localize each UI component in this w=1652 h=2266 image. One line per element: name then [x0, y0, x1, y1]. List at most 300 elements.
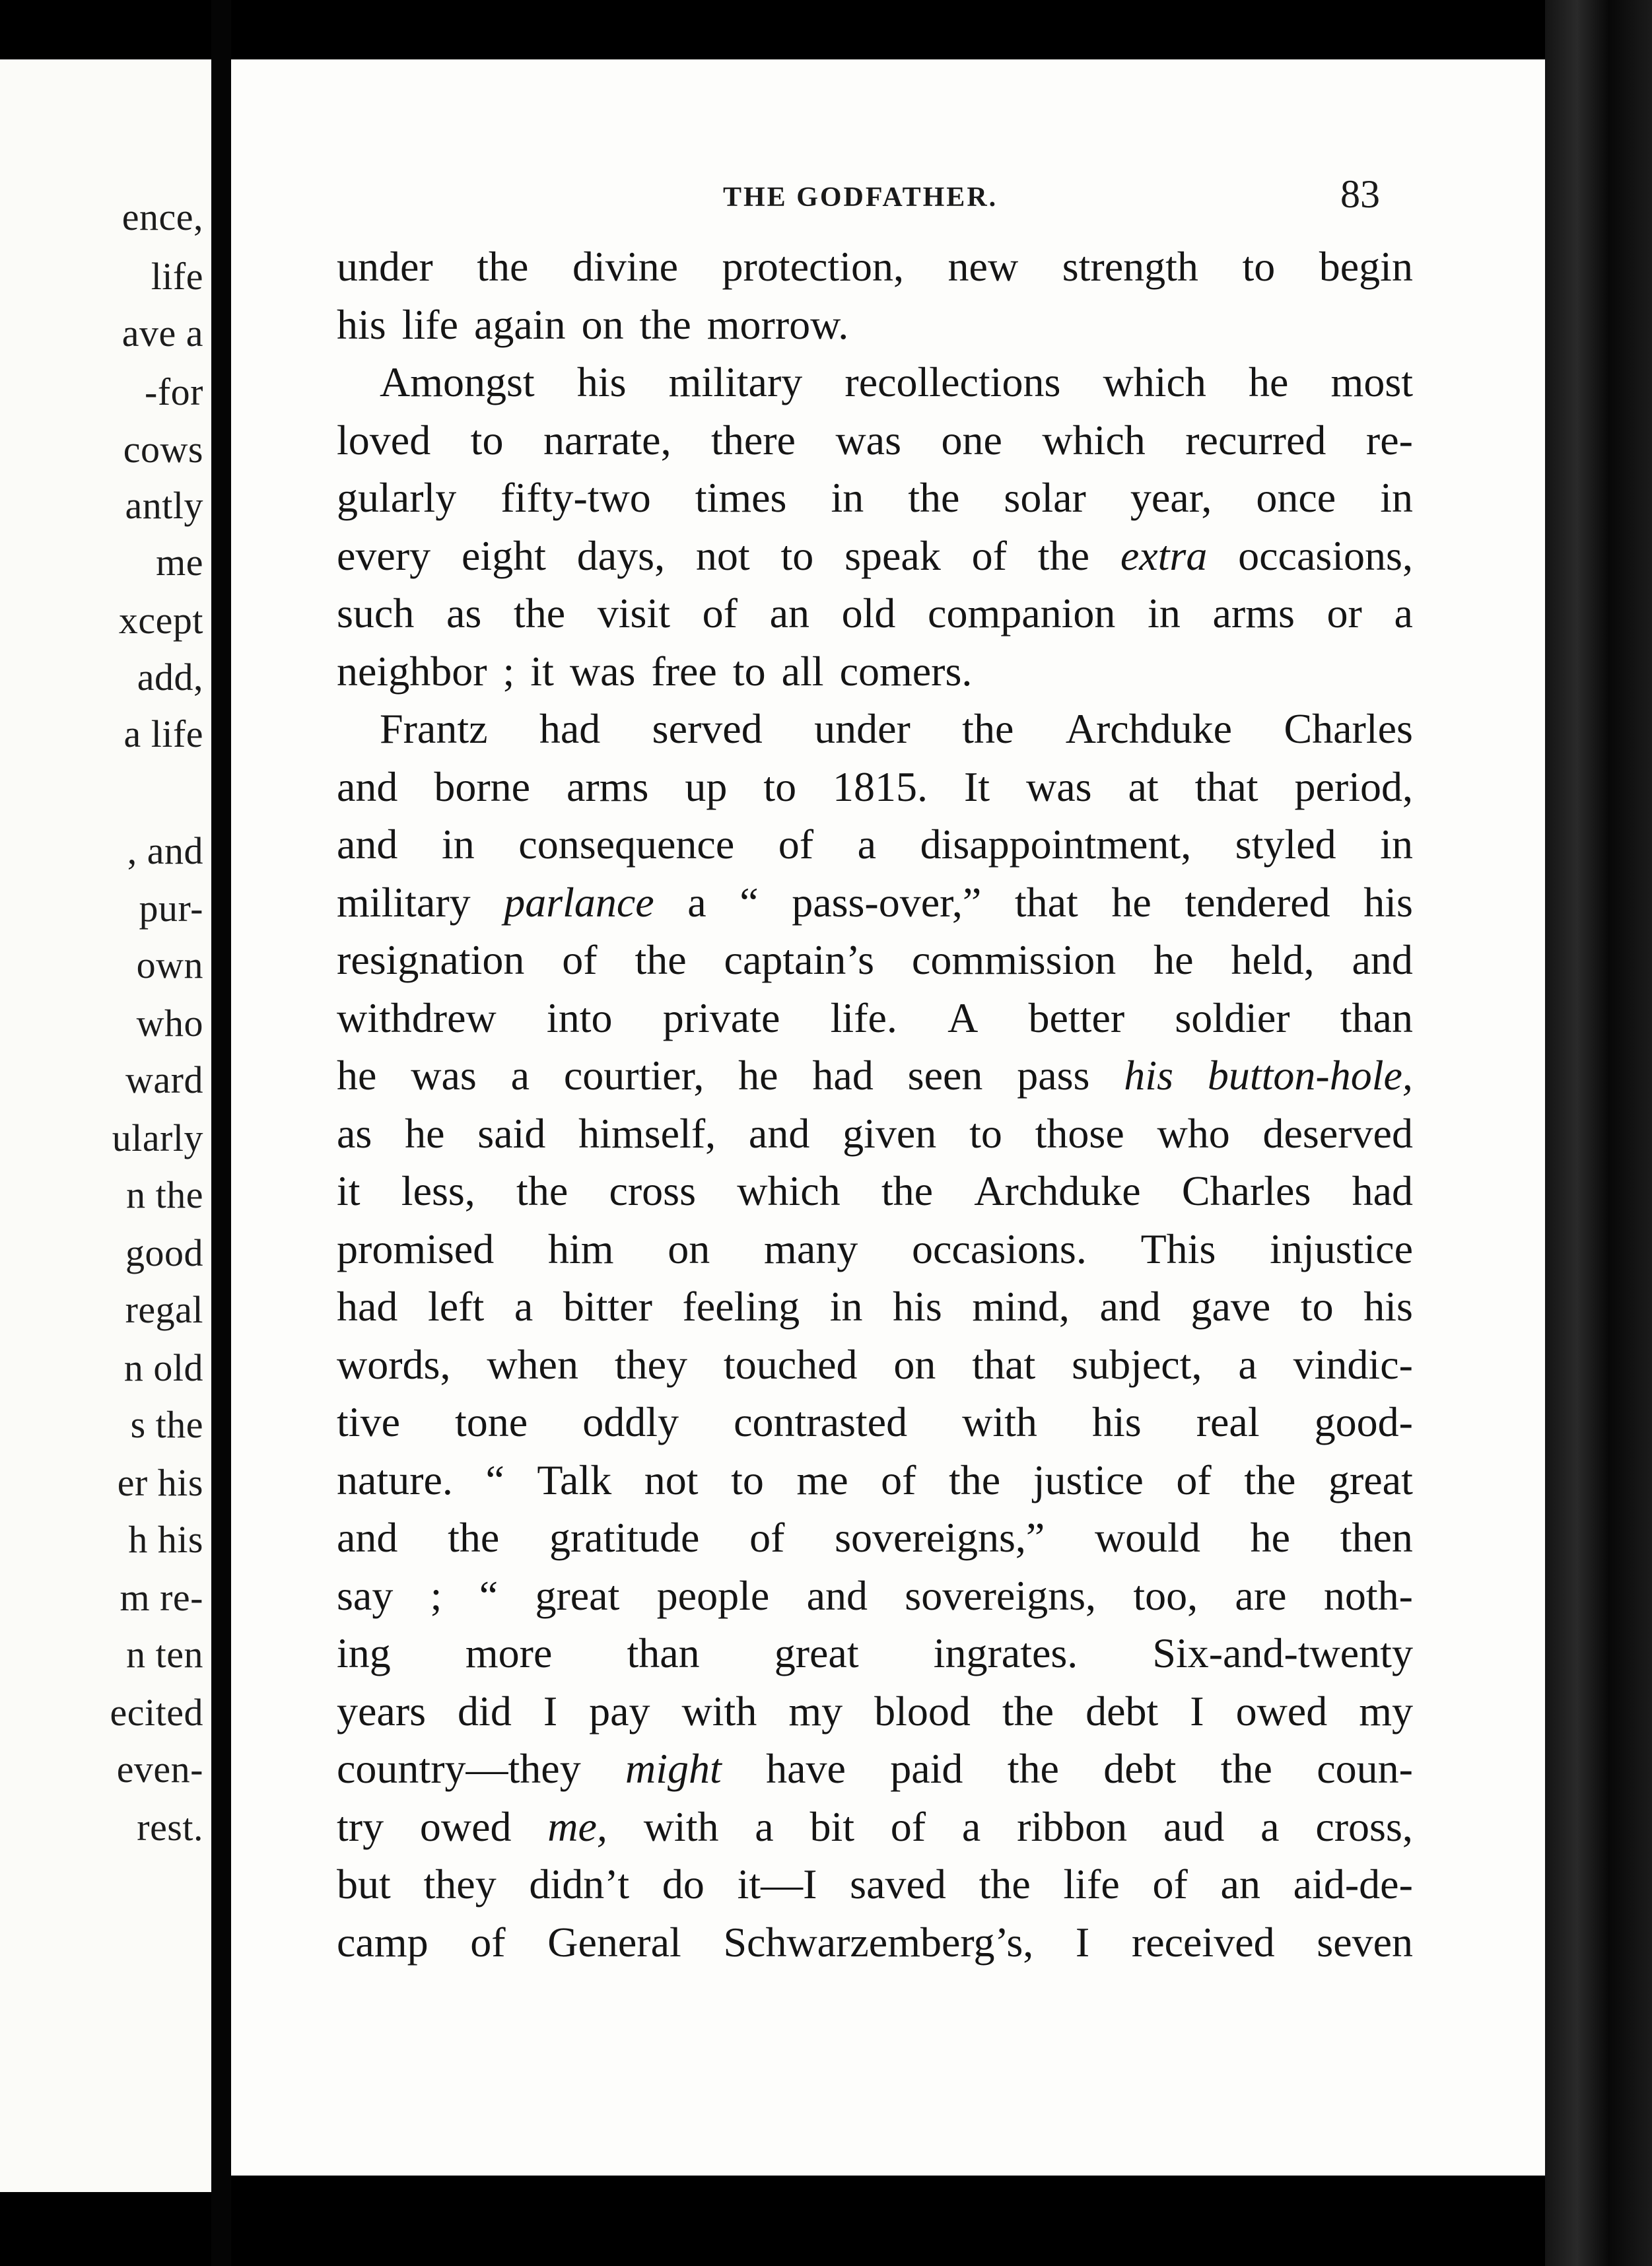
text-line: [337, 1798, 1413, 1856]
word: not: [644, 1456, 699, 1503]
facing-page-line: life: [151, 255, 203, 298]
word: with: [962, 1398, 1037, 1445]
word: the: [516, 1167, 568, 1214]
word: This: [1140, 1225, 1216, 1272]
word: the: [1037, 532, 1089, 579]
word: every: [337, 532, 431, 579]
word: up: [685, 763, 728, 810]
word: divine: [572, 243, 678, 290]
word: the: [639, 300, 707, 348]
word: a: [961, 1802, 981, 1850]
word: again: [473, 300, 582, 348]
word: to: [780, 532, 814, 579]
word: it: [337, 1167, 361, 1214]
word: into: [546, 994, 613, 1041]
word: a: [755, 1802, 774, 1850]
word: he: [1249, 359, 1289, 405]
word: as: [337, 1109, 372, 1157]
word: new: [947, 243, 1019, 290]
word: in: [829, 1283, 863, 1330]
book-gutter: [211, 0, 231, 2266]
word: they: [423, 1861, 497, 1907]
word: which: [1103, 359, 1206, 405]
word: and: [337, 763, 398, 810]
word: Frantz: [380, 705, 488, 752]
word: subject,: [1072, 1340, 1202, 1388]
word: he: [405, 1109, 445, 1157]
word: left: [427, 1283, 485, 1330]
word: the: [477, 243, 529, 290]
word: great: [535, 1571, 620, 1619]
word: country—they: [337, 1745, 581, 1792]
word: “: [479, 1571, 499, 1619]
word: great: [1328, 1456, 1413, 1503]
word: military: [668, 359, 803, 405]
facing-page-line: -for: [145, 370, 203, 413]
facing-page-line: m re-: [120, 1576, 203, 1619]
word: life: [1063, 1861, 1120, 1907]
book-page-edge: [1545, 0, 1652, 2266]
word: me: [796, 1456, 848, 1503]
italic-word: button-hole,: [1207, 1052, 1413, 1099]
word: of: [470, 1918, 506, 1966]
word: at: [1128, 763, 1159, 810]
word: with: [681, 1687, 757, 1734]
word: the: [908, 474, 960, 521]
word: pass: [1017, 1052, 1090, 1099]
word: which: [1042, 416, 1146, 464]
word: pass-over,”: [792, 878, 982, 926]
word: in: [1380, 821, 1413, 868]
text-line: [337, 989, 1413, 1047]
word: the: [979, 1861, 1031, 1907]
word: cross: [609, 1167, 696, 1214]
facing-page-line: n ten: [126, 1633, 203, 1676]
word: in: [831, 474, 864, 521]
word: neighbor: [337, 647, 503, 695]
word: ribbon: [1017, 1802, 1128, 1850]
word: contrasted: [734, 1398, 908, 1445]
word: many: [764, 1225, 858, 1272]
text-line: [337, 874, 1413, 932]
text-line: [337, 700, 1413, 758]
word: sovereigns,”: [835, 1514, 1045, 1561]
text-line: [337, 1682, 1413, 1740]
word: on: [668, 1225, 710, 1272]
facing-page-line: ecited: [110, 1691, 203, 1734]
word: it—I: [737, 1861, 817, 1907]
word: those: [1035, 1109, 1124, 1157]
word: an: [1220, 1861, 1260, 1907]
word: Amongst: [380, 359, 535, 405]
word: his: [576, 359, 627, 405]
word: fifty-two: [500, 474, 651, 521]
text-line: [337, 1624, 1413, 1682]
facing-page-line: n old: [123, 1346, 203, 1389]
word: recurred: [1185, 416, 1326, 464]
word: he: [1153, 936, 1194, 983]
word: himself,: [578, 1109, 716, 1157]
word: are: [1235, 1571, 1287, 1619]
word: coun-: [1317, 1745, 1413, 1792]
word: good-: [1314, 1398, 1413, 1445]
word: words,: [337, 1340, 451, 1388]
word: I: [543, 1687, 558, 1734]
word: saved: [850, 1861, 946, 1907]
facing-page-line: who: [136, 1002, 203, 1045]
word: his: [1363, 878, 1413, 926]
word: was: [569, 647, 652, 695]
facing-page-line: , and: [127, 829, 203, 872]
word: commission: [911, 936, 1117, 983]
facing-page-line: add,: [137, 656, 203, 699]
word: that: [1014, 878, 1078, 926]
word: such: [337, 590, 415, 636]
word: my: [1359, 1687, 1413, 1734]
word: disappointment,: [920, 821, 1192, 868]
word: the: [881, 1167, 934, 1214]
text-line: [337, 1913, 1413, 1972]
text-line: [337, 238, 1413, 296]
text-line: [337, 758, 1413, 816]
word: year,: [1130, 474, 1212, 521]
book-page: [231, 59, 1545, 2176]
italic-word: me,: [547, 1802, 607, 1850]
word: captain’s: [724, 936, 875, 983]
word: on: [581, 300, 640, 348]
word: justice: [1033, 1456, 1144, 1503]
word: said: [477, 1109, 546, 1157]
text-line: [337, 1393, 1413, 1451]
word: his: [1091, 1398, 1142, 1445]
word: the: [448, 1514, 500, 1561]
facing-page-fragment: [0, 59, 211, 2192]
text-line: [337, 296, 1413, 354]
word: more: [465, 1630, 553, 1676]
word: nature.: [337, 1456, 453, 1503]
text-line: [337, 642, 1413, 701]
word: arms: [567, 763, 649, 810]
facing-page-line: regal: [125, 1288, 203, 1331]
word: arms: [1212, 590, 1295, 636]
word: Talk: [537, 1456, 612, 1503]
word: Charles: [1181, 1167, 1311, 1214]
facing-page-line: xcept: [118, 599, 203, 642]
word: the: [949, 1456, 1001, 1503]
word: the: [1220, 1745, 1272, 1792]
facing-page-line: good: [125, 1231, 203, 1274]
facing-page-line: s the: [130, 1403, 203, 1446]
word: noth-: [1323, 1571, 1413, 1619]
word: people: [656, 1571, 770, 1619]
word: the: [513, 590, 566, 636]
word: ;: [502, 647, 531, 695]
text-line: [337, 815, 1413, 874]
word: ing: [337, 1630, 391, 1676]
word: the: [1002, 1687, 1054, 1734]
word: consequence: [518, 821, 735, 868]
word: had: [539, 705, 601, 752]
word: too,: [1133, 1571, 1198, 1619]
facing-page-line: ularly: [112, 1116, 203, 1159]
word: do: [662, 1861, 705, 1907]
word: General: [547, 1918, 681, 1966]
italic-word: extra: [1120, 532, 1208, 579]
facing-page-line: a life: [123, 712, 203, 755]
word: him: [547, 1225, 614, 1272]
word: say: [337, 1571, 394, 1619]
word: that: [972, 1340, 1036, 1388]
word: he: [1111, 878, 1152, 926]
facing-page-line: even-: [116, 1748, 203, 1791]
word: tive: [337, 1398, 400, 1445]
word: of: [971, 532, 1007, 579]
word: and: [1352, 936, 1413, 983]
word: occasions,: [1238, 532, 1413, 579]
word: narrate,: [543, 416, 671, 464]
word: promised: [337, 1225, 495, 1272]
word: recollections: [844, 359, 1061, 405]
word: occasions.: [912, 1225, 1087, 1272]
word: all: [781, 647, 840, 695]
word: to: [731, 1456, 764, 1503]
word: and: [337, 1514, 398, 1561]
italic-word: his: [1124, 1052, 1173, 1099]
word: did: [458, 1687, 512, 1734]
word: re-: [1365, 416, 1413, 464]
facing-page-line: antly: [125, 484, 203, 527]
word: less,: [401, 1167, 475, 1214]
word: Charles: [1284, 705, 1413, 752]
word: touched: [723, 1340, 858, 1388]
text-line: [337, 1451, 1413, 1509]
word: once: [1256, 474, 1336, 521]
word: tendered: [1185, 878, 1330, 926]
text-line: [337, 1220, 1413, 1278]
word: loved: [337, 416, 431, 464]
word: was: [1025, 763, 1092, 810]
word: of: [778, 821, 814, 868]
word: real: [1196, 1398, 1260, 1445]
text-line: [337, 584, 1413, 642]
word: as: [446, 590, 482, 636]
text-line: [337, 1278, 1413, 1336]
word: of: [702, 590, 738, 636]
word: a: [1260, 1802, 1280, 1850]
text-line: [337, 1740, 1413, 1798]
facing-page-line: ave a: [121, 312, 203, 355]
word: borne: [434, 763, 531, 810]
word: soldier: [1175, 994, 1290, 1041]
word: cross,: [1315, 1802, 1413, 1850]
word: the: [1007, 1745, 1059, 1792]
word: there: [711, 416, 796, 464]
word: to: [470, 416, 504, 464]
word: Schwarzemberg’s,: [723, 1918, 1034, 1966]
word: a: [687, 878, 706, 926]
word: of: [1152, 1861, 1188, 1907]
page-number: 83: [1340, 172, 1380, 216]
running-head: THE GODFATHER.: [723, 182, 998, 213]
word: his: [1363, 1283, 1413, 1330]
word: speak: [844, 532, 941, 579]
word: paid: [890, 1745, 963, 1792]
word: his: [893, 1283, 942, 1330]
word: free: [651, 647, 733, 695]
word: years: [337, 1687, 427, 1734]
word: old: [841, 590, 896, 636]
word: solar: [1004, 474, 1086, 521]
word: an: [769, 590, 809, 636]
word: styled: [1235, 821, 1336, 868]
italic-word: might: [625, 1745, 722, 1792]
word: withdrew: [337, 994, 497, 1041]
word: 1815.: [833, 763, 928, 810]
text-line: [337, 353, 1413, 411]
word: seven: [1317, 1918, 1413, 1966]
text-line: [337, 1336, 1413, 1394]
word: try: [337, 1802, 384, 1850]
word: which: [737, 1167, 841, 1214]
word: had: [1352, 1167, 1413, 1214]
word: private: [662, 994, 780, 1041]
text-line: [337, 527, 1413, 585]
word: of: [881, 1456, 916, 1503]
word: debt: [1085, 1687, 1159, 1734]
word: gularly: [337, 474, 457, 521]
text-line: [337, 1509, 1413, 1567]
word: they: [614, 1340, 688, 1388]
word: military: [337, 878, 471, 926]
word: in: [1380, 474, 1413, 521]
word: most: [1330, 359, 1413, 405]
word: and: [748, 1109, 810, 1157]
word: a: [857, 821, 877, 868]
word: a: [1394, 590, 1413, 636]
word: owed: [1235, 1687, 1328, 1734]
word: to: [763, 763, 797, 810]
word: feeling: [682, 1283, 800, 1330]
word: great: [774, 1630, 859, 1676]
text-line: [337, 1162, 1413, 1220]
word: to: [1300, 1283, 1334, 1330]
facing-page-line: ward: [125, 1058, 203, 1101]
facing-page-line: n the: [126, 1173, 203, 1216]
word: to: [1242, 243, 1276, 290]
word: “: [485, 1456, 504, 1503]
word: his: [337, 300, 402, 348]
word: I: [1190, 1687, 1204, 1734]
word: a: [1238, 1340, 1257, 1388]
word: received: [1131, 1918, 1275, 1966]
word: when: [487, 1340, 578, 1388]
word: and: [1099, 1283, 1161, 1330]
word: camp: [337, 1918, 429, 1966]
word: the: [962, 705, 1014, 752]
word: aud: [1163, 1802, 1225, 1850]
text-line: [337, 1047, 1413, 1105]
word: ingrates.: [933, 1630, 1078, 1676]
facing-page-line: own: [136, 944, 203, 986]
word: A: [947, 994, 979, 1041]
word: it: [530, 647, 570, 695]
word: deserved: [1262, 1109, 1413, 1157]
word: with: [643, 1802, 719, 1850]
word: he: [337, 1052, 377, 1099]
word: the: [1244, 1456, 1296, 1503]
word: period,: [1294, 763, 1413, 810]
word: my: [788, 1687, 843, 1734]
text-line: [337, 931, 1413, 989]
word: and: [806, 1571, 868, 1619]
word: oddly: [582, 1398, 679, 1445]
facing-page-line: h his: [128, 1518, 203, 1561]
text-line: [337, 1567, 1413, 1625]
word: of: [562, 936, 598, 983]
word: one: [941, 416, 1002, 464]
word: have: [766, 1745, 846, 1792]
facing-page-line: pur-: [139, 887, 203, 930]
italic-word: parlance: [504, 878, 654, 926]
page-body-text: [337, 238, 1413, 1971]
text-line: [337, 411, 1413, 469]
word: under: [337, 243, 433, 290]
word: under: [814, 705, 911, 752]
word: had: [337, 1283, 398, 1330]
word: that: [1194, 763, 1258, 810]
word: on: [893, 1340, 936, 1388]
word: pay: [589, 1687, 650, 1734]
word: companion: [928, 590, 1116, 636]
word: tone: [455, 1398, 528, 1445]
word: begin: [1319, 243, 1413, 290]
word: aid-de-: [1293, 1861, 1413, 1907]
word: times: [695, 474, 787, 521]
word: strength: [1062, 243, 1198, 290]
word: Archduke: [974, 1167, 1141, 1214]
text-line: [337, 1105, 1413, 1163]
word: held,: [1231, 936, 1315, 983]
word: the: [635, 936, 687, 983]
word: in: [1148, 590, 1181, 636]
word: he: [1250, 1514, 1291, 1561]
word: was: [835, 416, 901, 464]
word: days,: [576, 532, 666, 579]
word: given: [843, 1109, 937, 1157]
word: seen: [907, 1052, 983, 1099]
word: It: [963, 763, 990, 810]
facing-page-line: er his: [117, 1461, 203, 1504]
word: served: [652, 705, 763, 752]
text-line: [337, 1855, 1413, 1913]
word: of: [1176, 1456, 1212, 1503]
word: life.: [830, 994, 897, 1041]
facing-page-line: me: [156, 541, 203, 584]
word: owed: [419, 1802, 512, 1850]
word: blood: [874, 1687, 971, 1734]
word: vindic-: [1293, 1340, 1413, 1388]
facing-page-line: cows: [123, 428, 203, 471]
word: debt: [1103, 1745, 1177, 1792]
word: protection,: [722, 243, 904, 290]
facing-page-line: rest.: [137, 1806, 203, 1849]
word: bitter: [563, 1283, 652, 1330]
word: of: [749, 1514, 785, 1561]
word: better: [1028, 994, 1125, 1041]
word: visit: [597, 590, 670, 636]
word: would: [1094, 1514, 1200, 1561]
word: gave: [1190, 1283, 1271, 1330]
